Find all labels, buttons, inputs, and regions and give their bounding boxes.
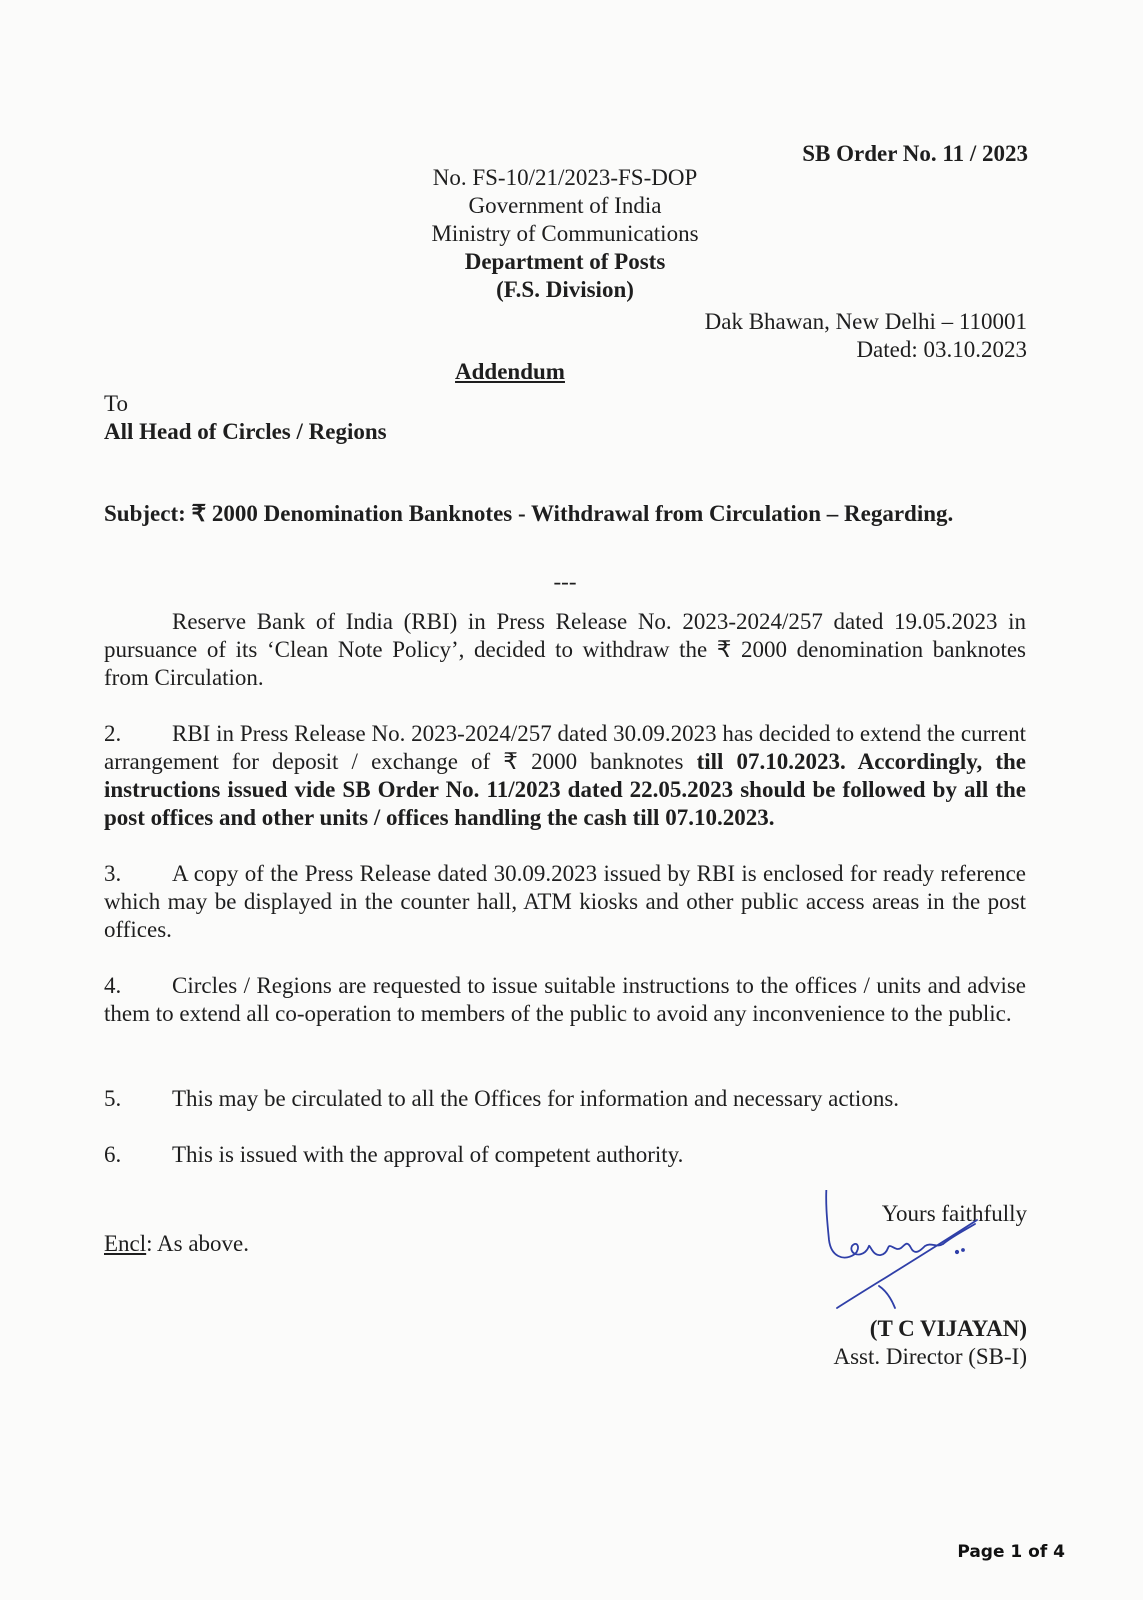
- to-label: To: [104, 391, 128, 416]
- enclosure-label: Encl: [104, 1231, 147, 1256]
- division-line: (F.S. Division): [496, 277, 634, 302]
- paragraph-4: [104, 972, 1026, 1028]
- paragraph-2-bold-text: till 07.10.2023. Accordingly, the instructions issued vide SB Order No. 11/2023 dated 22.05.2023 should be followed by all the post offices and other units / offices handling the cash till 07.10.2023.: [104, 749, 1026, 830]
- paragraph-number: 6.: [104, 1142, 122, 1167]
- signature-icon: [825, 1190, 1005, 1310]
- paragraph-4-text: Circles / Regions are requested to issue suitable instructions to the offices / units and advise them to extend all co-operation to members of the public to avoid any inconvenience to the public.: [104, 973, 1026, 1026]
- paragraph-5-text: This may be circulated to all the Offices for information and necessary actions.: [172, 1086, 900, 1111]
- separator: ---: [553, 569, 577, 594]
- government-line: Government of India: [468, 193, 662, 218]
- order-number: SB Order No. 11 / 2023: [802, 141, 1028, 166]
- paragraph-number: 4.: [104, 973, 122, 998]
- paragraph-1: [104, 608, 1026, 692]
- place-date-block: [705, 308, 1027, 364]
- signatory-name: (T C VIJAYAN): [869, 1316, 1027, 1341]
- letterhead: [400, 164, 730, 304]
- file-number: No. FS-10/21/2023-FS-DOP: [432, 165, 698, 190]
- department-line: Department of Posts: [464, 249, 666, 274]
- paragraph-6: [104, 1141, 1026, 1169]
- enclosure-note: [104, 1230, 249, 1258]
- document-title: Addendum: [455, 359, 565, 384]
- paragraph-2-text: RBI in Press Release No. 2023-2024/257 dated 30.09.2023 has decided to extend the current arrangement for deposit / exchange of ₹ 2000 banknotes: [104, 721, 1026, 774]
- paragraph-1-text: Reserve Bank of India (RBI) in Press Release No. 2023-2024/257 dated 19.05.2023 in pursuance of its ‘Clean Note Policy’, decided to withdraw the ₹ 2000 denomination banknotes from Circulation.: [104, 609, 1026, 690]
- place: Dak Bhawan, New Delhi – 110001: [704, 309, 1027, 334]
- paragraph-number: 5.: [104, 1086, 122, 1111]
- paragraph-2: [104, 720, 1026, 832]
- subject-line: Subject: ₹ 2000 Denomination Banknotes - Withdrawal from Circulation – Regarding.: [104, 501, 954, 526]
- paragraph-6-text: This is issued with the approval of competent authority.: [172, 1142, 684, 1167]
- paragraph-number: 2.: [104, 721, 122, 746]
- addressee: All Head of Circles / Regions: [104, 419, 387, 444]
- page-number: Page 1 of 4: [957, 1542, 1065, 1562]
- paragraph-3: [104, 860, 1026, 944]
- paragraph-5: [104, 1085, 1026, 1113]
- addressee-block: [104, 390, 387, 446]
- signatory-title: Asst. Director (SB-I): [833, 1344, 1027, 1369]
- ministry-line: Ministry of Communications: [431, 221, 699, 246]
- closing: Yours faithfully: [881, 1201, 1027, 1226]
- paragraph-3-text: A copy of the Press Release dated 30.09.2023 issued by RBI is enclosed for ready reference which may be displayed in the counter hall, ATM kiosks and other public access areas in the post offices.: [104, 861, 1026, 942]
- enclosure-value: : As above.: [146, 1231, 250, 1256]
- date: Dated: 03.10.2023: [856, 337, 1027, 362]
- paragraph-number: 3.: [104, 861, 122, 886]
